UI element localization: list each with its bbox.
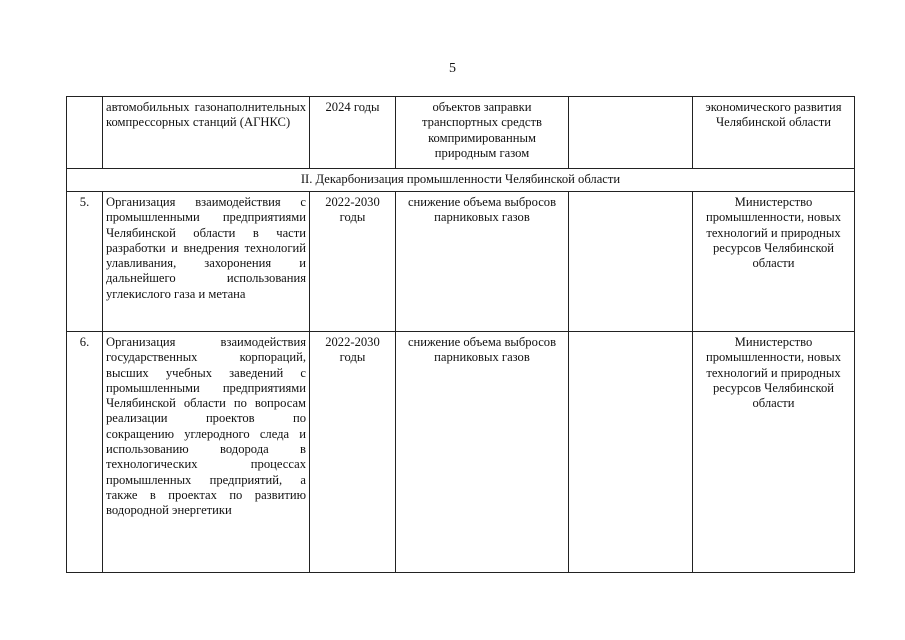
section-heading: II. Декарбонизация промышленности Челябинской области — [67, 169, 855, 192]
extra-cell — [569, 192, 693, 332]
table-row — [67, 192, 855, 332]
extra-cell — [569, 332, 693, 573]
result-cell: снижение объема выбросов парниковых газов — [396, 332, 569, 573]
result-cell: снижение объема выбросов парниковых газов — [396, 192, 569, 332]
task-cell: Организация взаимодействия с промышленными предприятиями Челябинской области в части разработки и внедрения технологий улавливания, захоронения и дальнейшего использования углекислого газа и метана — [103, 192, 310, 332]
table-row — [67, 97, 855, 169]
task-cell: Организация взаимодействия государственных корпораций, высших учебных заведений с промышленными предприятиями Челябинской области по вопросам реализации проектов по сокращению углеродного следа и использованию водорода в технологических процессах промышленных предприятий, а также в проектах по развитию водородной энергетики — [103, 332, 310, 573]
measures-table — [66, 96, 855, 573]
row-number: 6. — [67, 332, 103, 573]
page-number: 5 — [449, 61, 456, 76]
row-number: 5. — [67, 192, 103, 332]
table-row — [67, 332, 855, 573]
responsible-cell: Министерство промышленности, новых технологий и природных ресурсов Челябинской области — [693, 332, 855, 573]
extra-cell — [569, 97, 693, 169]
responsible-cell: Министерство промышленности, новых технологий и природных ресурсов Челябинской области — [693, 192, 855, 332]
row-number — [67, 97, 103, 169]
section-row — [67, 169, 855, 192]
term-cell: 2022-2030 годы — [310, 192, 396, 332]
term-cell: 2024 годы — [310, 97, 396, 169]
responsible-cell: экономического развития Челябинской области — [693, 97, 855, 169]
task-cell: автомобильных газонаполнительных компрессорных станций (АГНКС) — [103, 97, 310, 169]
term-cell: 2022-2030 годы — [310, 332, 396, 573]
result-cell: объектов заправки транспортных средств компримированным природным газом — [396, 97, 569, 169]
